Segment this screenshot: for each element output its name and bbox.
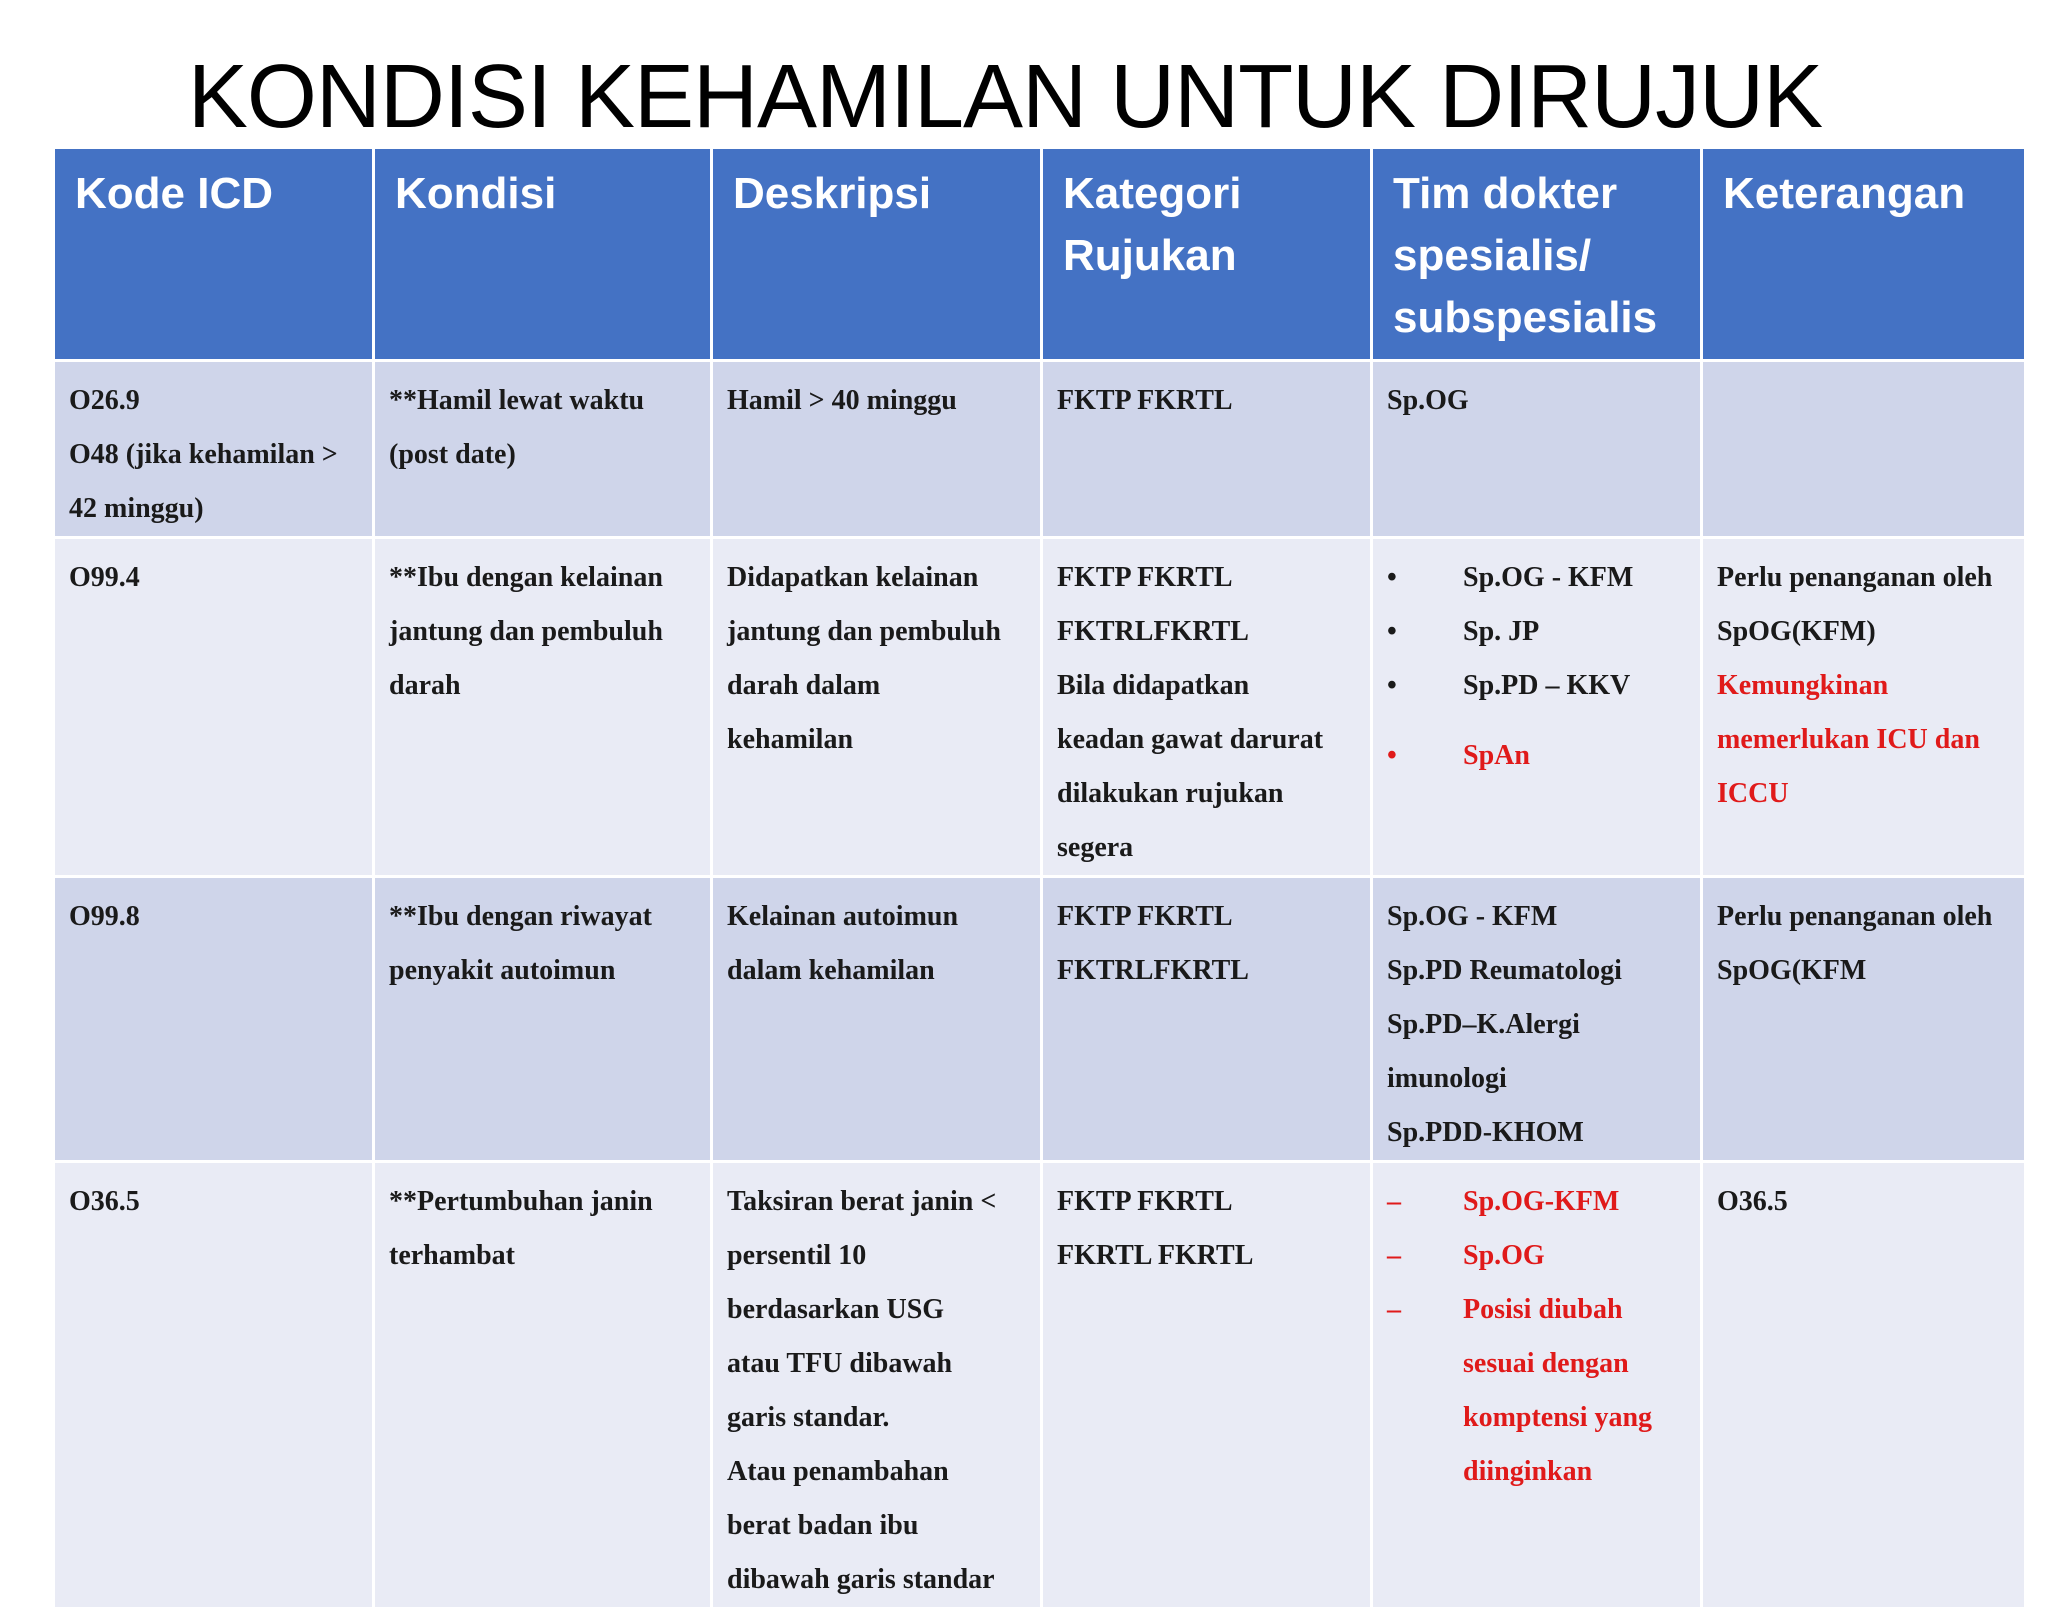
dash-icon: – bbox=[1387, 1294, 1401, 1325]
cell-tim-dokter: Sp.OG bbox=[1372, 361, 1702, 538]
list-item: – Posisi diubah sesuai dengan komptensi yang diinginkan bbox=[1387, 1283, 1686, 1499]
list-item: • Sp.PD – KKV bbox=[1387, 659, 1686, 713]
referral-table bbox=[52, 146, 2027, 1610]
header-deskripsi: Deskripsi bbox=[712, 148, 1042, 361]
bullet-icon: • bbox=[1387, 562, 1397, 593]
list-item: • Sp. JP bbox=[1387, 605, 1686, 659]
table-row bbox=[54, 538, 2026, 877]
dash-icon: – bbox=[1387, 1240, 1401, 1271]
cell-kode: O99.8 bbox=[54, 877, 374, 1162]
list-item: – Sp.OG-KFM bbox=[1387, 1175, 1686, 1229]
cell-deskripsi: Didapatkan kelainan jantung dan pembuluh darah dalam kehamilan bbox=[712, 538, 1042, 877]
cell-kategori: FKTP FKRTL FKTRLFKRTL bbox=[1042, 877, 1372, 1162]
cell-keterangan: O36.5 bbox=[1702, 1162, 2026, 1609]
cell-kode: O36.5 bbox=[54, 1162, 374, 1609]
cell-kode: O99.4 bbox=[54, 538, 374, 877]
cell-kategori: FKTP FKRTL bbox=[1042, 361, 1372, 538]
header-kode-icd: Kode ICD bbox=[54, 148, 374, 361]
dash-icon: – bbox=[1387, 1186, 1401, 1217]
cell-deskripsi: Hamil > 40 minggu bbox=[712, 361, 1042, 538]
bullet-icon: • bbox=[1387, 740, 1397, 771]
table-row bbox=[54, 1162, 2026, 1609]
table-header-row bbox=[54, 148, 2026, 361]
list-item: • Sp.OG - KFM bbox=[1387, 551, 1686, 605]
cell-keterangan bbox=[1702, 361, 2026, 538]
cell-tim-dokter: Sp.OG - KFM Sp.PD Reumatologi Sp.PD–K.Alergi imunologi Sp.PDD-KHOM bbox=[1372, 877, 1702, 1162]
cell-kategori: FKTP FKRTL FKTRLFKRTL Bila didapatkan keadan gawat darurat dilakukan rujukan segera bbox=[1042, 538, 1372, 877]
cell-tim-dokter bbox=[1372, 538, 1702, 877]
list-item: • SpAn bbox=[1387, 729, 1686, 783]
cell-tim-dokter bbox=[1372, 1162, 1702, 1609]
specialist-list bbox=[1387, 551, 1686, 783]
specialist-list bbox=[1387, 1175, 1686, 1499]
cell-kategori: FKTP FKRTL FKRTL FKRTL bbox=[1042, 1162, 1372, 1609]
cell-keterangan: Perlu penanganan oleh SpOG(KFM bbox=[1702, 877, 2026, 1162]
header-tim-dokter: Tim dokter spesialis/ subspesialis bbox=[1372, 148, 1702, 361]
bullet-icon: • bbox=[1387, 616, 1397, 647]
cell-kondisi: **Ibu dengan riwayat penyakit autoimun bbox=[374, 877, 712, 1162]
table-row bbox=[54, 361, 2026, 538]
header-kondisi: Kondisi bbox=[374, 148, 712, 361]
list-item: – Sp.OG bbox=[1387, 1229, 1686, 1283]
header-keterangan: Keterangan bbox=[1702, 148, 2026, 361]
bullet-icon: • bbox=[1387, 670, 1397, 701]
header-kategori-rujukan: Kategori Rujukan bbox=[1042, 148, 1372, 361]
table-row bbox=[54, 877, 2026, 1162]
cell-deskripsi: Kelainan autoimun dalam kehamilan bbox=[712, 877, 1042, 1162]
cell-kondisi: **Pertumbuhan janin terhambat bbox=[374, 1162, 712, 1609]
cell-kondisi: **Hamil lewat waktu (post date) bbox=[374, 361, 712, 538]
cell-keterangan: Perlu penanganan oleh SpOG(KFM) Kemungkinan memerlukan ICU dan ICCU bbox=[1702, 538, 2026, 877]
page-title: KONDISI KEHAMILAN UNTUK DIRUJUK bbox=[187, 47, 1823, 147]
cell-kode: O26.9 O48 (jika kehamilan > 42 minggu) bbox=[54, 361, 374, 538]
cell-kondisi: **Ibu dengan kelainan jantung dan pembuluh darah bbox=[374, 538, 712, 877]
cell-deskripsi: Taksiran berat janin < persentil 10 berdasarkan USG atau TFU dibawah garis standar. Atau penambahan berat badan ibu dibawah garis standar bbox=[712, 1162, 1042, 1609]
